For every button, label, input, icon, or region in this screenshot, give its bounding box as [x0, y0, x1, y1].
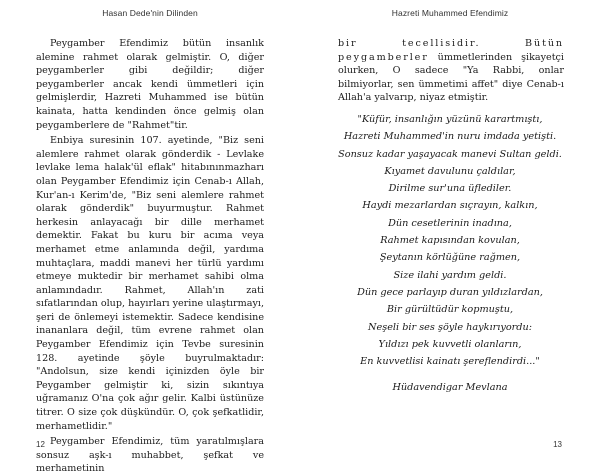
poem-line: Yıldızı pek kuvvetli olanların,	[378, 338, 522, 350]
right-continuation-paragraph	[338, 37, 564, 105]
poem-line: Haydi mezarlardan sıçrayın, kalkın,	[362, 200, 538, 212]
right-page	[300, 0, 600, 463]
poem-line: En kuvvetlisi kainatı şereflendirdi..."	[360, 356, 540, 368]
poem-line: Rahmet kapısından kovulan,	[380, 235, 520, 247]
poem-line: Size ilahi yardım geldi.	[393, 269, 507, 281]
poem-line: "Küfür, insanlığın yüzünü karartmıştı,	[357, 114, 543, 125]
right-running-head: Hazreti Muhammed Efendimiz	[391, 8, 509, 18]
poem-line: Neşeli bir ses şöyle haykırıyordu:	[368, 321, 532, 333]
poem-line: Dün cesetlerinin inadına,	[388, 217, 512, 229]
left-body-text	[36, 37, 264, 476]
left-paragraph-1: Peygamber Efendimiz bütün insanlık alemine rahmet olarak gelmiştir. O, diğer peygamberler gibi değildir; diğer peygamberler ancak kendi ümmetleri için gelmişlerdir, Hazreti Muhammed ise bütün kainata, hatta kendinden önce gelmiş olan peygamberlere de "Rahmet"tir.	[36, 38, 264, 131]
poem-author: Hüdavendigar Mevlana	[392, 382, 508, 394]
poem-line: Sonsuz kadar yaşayacak manevi Sultan geldi.	[338, 148, 562, 160]
left-page-number: 12	[36, 440, 45, 449]
right-continuation-spaced: bir tecellisidir. Bütün peygamberler	[338, 38, 564, 63]
right-continuation-rest: ümmetlerinden şikayetçi olurken, O sadece "Ya Rabbi, onlar bilmiyorlar, sen ümmetimi affet" diye Cenab-ı Allah'a yalvarıp, niyaz etmiştir.	[338, 51, 564, 104]
poem-line: Şeytanın körlüğüne rağmen,	[379, 252, 521, 264]
left-paragraph-3: Peygamber Efendimiz, tüm yaratılmışlara sonsuz aşk-ı muhabbet, şefkat ve merhametinin	[36, 436, 264, 475]
poem-line: Bir gürültüdür kopmuştu,	[386, 304, 514, 316]
left-running-head: Hasan Dede'nin Dilinden	[102, 8, 198, 18]
right-page-number: 13	[553, 440, 562, 449]
poem-line: Kıyamet davulunu çaldılar,	[384, 165, 516, 177]
left-page	[0, 0, 300, 475]
right-body-text	[338, 37, 564, 105]
left-paragraph-2: Enbiya suresinin 107. ayetinde, "Biz seni alemlere rahmet olarak gönderdik - Levlake levlake lema halak'ül eflak" hitabınınmazharı olan Peygamber Efendimiz için Cenab-ı Allah, Kur'an-ı Kerim'de, "Biz seni alemlere rahmet olarak gönderdik" buyurmuştur. Rahmet herkesin anlayacağı bir dille merhamet demektir. Fakat bu kuru bir acıma veya merhamet etme anlamında değil, yardıma muhtaçlara, maddi manevi her türlü yardımı etmeye muktedir bir merhamet sahibi olma anlamındadır. Rahmet, Allah'ın zati sıfatlarından olup, hayırları yerine ulaştırmayı, şeri de önlemeyi istemektir. Sadece kendisine inananlara değil, tüm evrene rahmet olan Peygamber Efendimiz için Tevbe suresinin 128. ayetinde şöyle buyrulmaktadır: "Andolsun, size kendi içinizden öyle bir Peygamber gelmiştir ki, sizin sıkıntıya uğramanız O'na çok ağır gelir. Kalbi üstünüze titrer. O size çok düşkündür. O, çok şefkatlidir, merhametlidir."	[36, 135, 264, 432]
poem-line: Dirilme sur'una üflediler.	[388, 183, 512, 195]
poem-line: Dün gece parlayıp duran yıldızlardan,	[357, 286, 543, 298]
poem	[300, 111, 600, 397]
poem-line: Hazreti Muhammed'in nuru imdada yetişti.	[343, 131, 557, 143]
